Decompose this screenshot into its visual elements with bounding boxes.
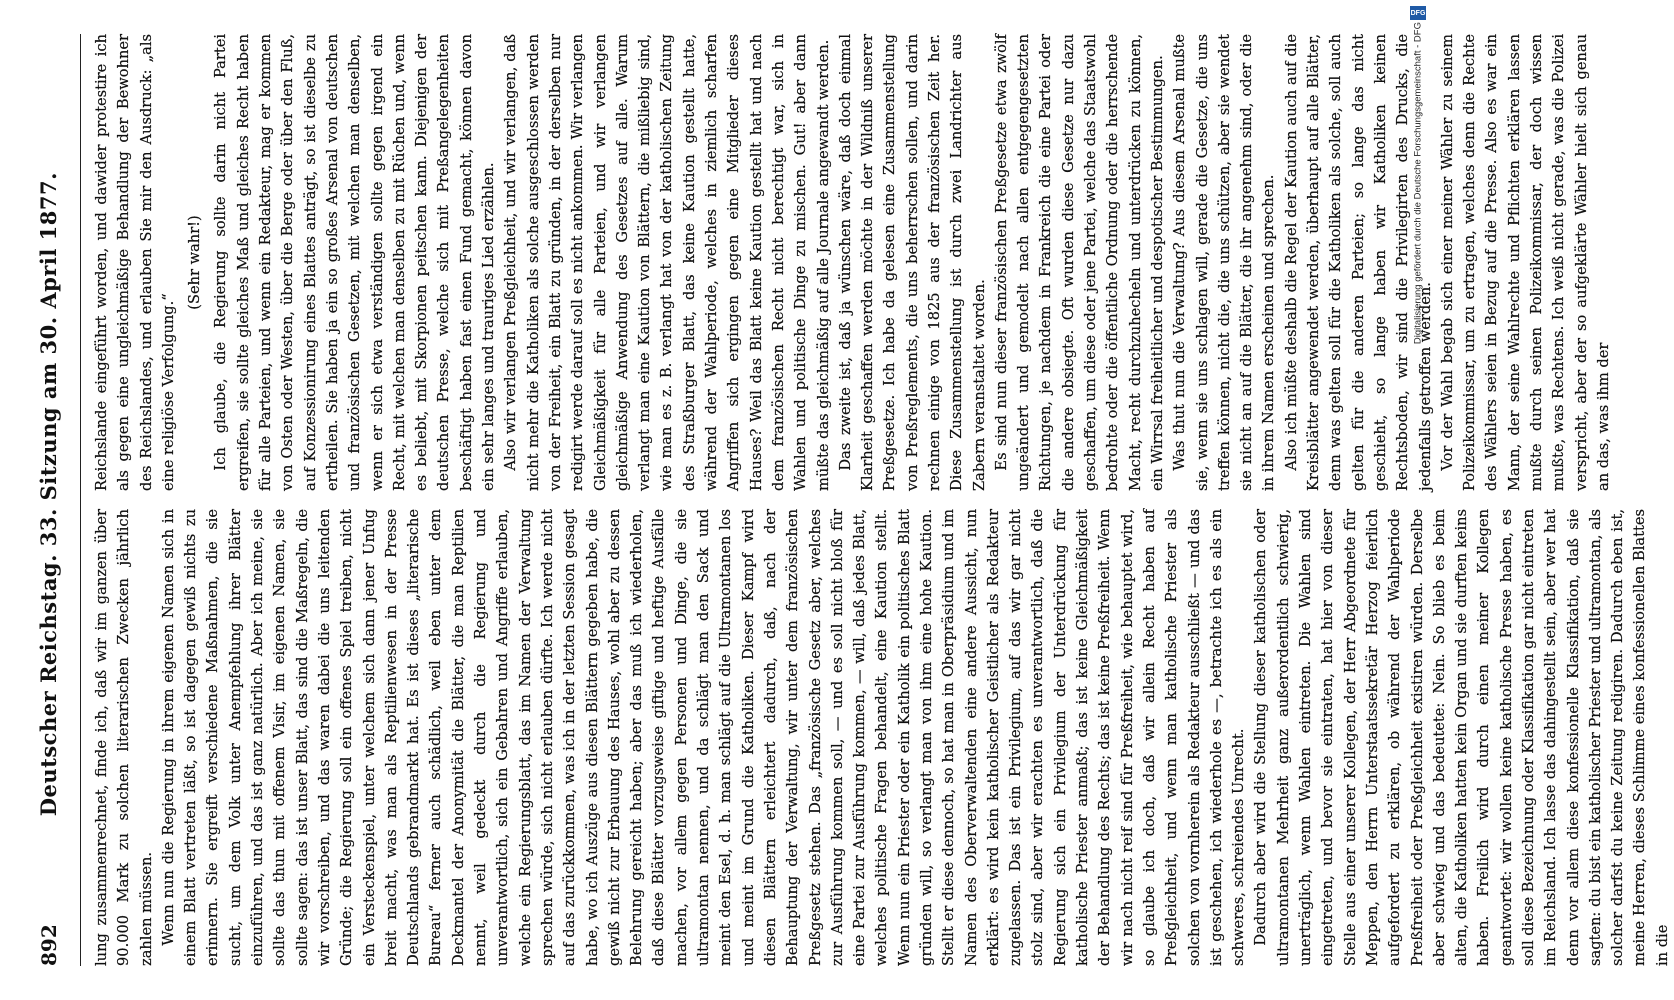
digitization-credit bbox=[1404, 0, 1432, 1000]
paragraph: Vor der Wahl begab sich einer meiner Wähler zu seinem Polizeikommissar, um zu ertragen, welches denn die Rechte des Wählers seien in Bezug auf die Presse. Also es war ein Mann, der seine Wahlrechte und Pflichten erklären lassen mußte durch seinen Polizeikommissar, der doch wissen mußte, was Rechtens. Ich weiß nicht gerade, was die Polizei verspricht, aber der so aufgeklärte Wähler hielt sich genau an das, was ihm der bbox=[1438, 34, 1612, 491]
paragraph: Das zweite ist, daß ja wünschen wäre, daß doch einmal Klarheit geschaffen werden möchte in der Wildniß unserer Preßgesetze. Ich habe da gelesen eine Zusammenstellung von Preßreglements, die uns beherrschen sollen, und darin rechnen einige von 1825 aus der französischen Zeit her. Diese Zusammenstellung ist durch zwei Landrichter aus Zabern veranstaltet worden. bbox=[836, 34, 988, 491]
page-header bbox=[36, 34, 81, 966]
dfg-logo: DFG bbox=[1410, 6, 1426, 20]
running-title: Deutscher Reichstag. 33. Sitzung am 30. April 1877. bbox=[36, 172, 61, 817]
column-left bbox=[91, 509, 1671, 966]
document-page bbox=[14, 0, 1671, 1000]
paragraph: Also ich müßte deshalb die Regel der Kaution auch auf die Kreisblätter angewendet werden, überhaupt auf alle Blätter, denn was gelten soll für die Katholiken als solche, soll auch gelten für die anderen Parteien; so lange das nicht geschieht, so lange haben wir Katholiken keinen Rechtsboden, wir sind die Privilegirten des Drucks, die jedenfalls getroffen werden. bbox=[1282, 34, 1434, 491]
paragraph: Was thut nun die Verwaltung? Aus diesem Arsenal mußte sie, wenn sie uns schlagen will, gerade die Gesetze, die uns treffen können, nicht die, die uns schützen, aber sie wendet sie nicht an auf die Blätter, die ihr angenehm sind, oder die in ihrem Namen erscheinen und sprechen. bbox=[1171, 34, 1278, 491]
credit-text: Digitalisierung gefördert durch die Deutsche Forschungsgemeinschaft - DFG bbox=[1412, 22, 1424, 345]
paragraph: Ich glaube, die Regierung sollte darin nicht Partei ergreifen, sie sollte gleiches Maß und gleiches Recht haben für alle Parteien, und wenn ein Redakteur, mag er kommen von Osten oder Westen, über die Berge oder über den Fluß, auf Konzessionirung eines Blattes anträgt, so ist dieselbe zu ertheilen. Sie haben ja ein so großes Arsenal von deutschen und französischen Gesetzen, mit welchen man denselben, wenn er sich etwa verständigen sollte gegen irgend ein Recht, mit welchen man denselben zu mit Rüchen und, wenn es beliebt, mit Skorpionen peitschen kann. Diejenigen der deutschen Presse, welche sich mit Preßangelegenheiten beschäftigt haben fast einen Fund gemacht, können davon ein sehr langes und trauriges Lied erzählen. bbox=[212, 34, 498, 491]
paragraph: Reichslande eingeführt worden, und dawider protestire ich als gegen eine ungleichmäßige Behandlung der Bewohner des Reichslandes, und erlauben Sie mir den Ausdruck: „als eine religiöse Verfolgung.“ bbox=[93, 34, 177, 491]
paragraph: Also wir verlangen Preßgleichheit, und wir verlangen, daß nicht mehr die Katholiken als solche ausgeschlossen werden von der Freiheit, ein Blatt zu gründen, in der derselben nur redigirt werde darauf soll es nicht ankommen. Wir verlangen Gleichmäßigkeit für alle Parteien, und wir verlangen gleichmäßige Anwendung des Gesetzes auf alle. Warum verlangt man eine Kaution von Blättern, die mißliebig sind, wie man es z. B. verlangt hat von der katholischen Zeitung des Straßburger Blatt, das keine Kaution gestellt hatte, während der Wahlperiode, welches in ziemlich scharfen Angriffen sich ergingen gegen eine Mitglieder dieses Hauses? Weil das Blatt keine Kaution gestellt hat und nach dem französischen Recht nicht berechtigt war, sich in Wahlen und politische Dinge zu mischen. Gut! aber dann müßte das gleichmäßig auf alle Journale angewandt werden. bbox=[502, 34, 832, 491]
paragraph: Es sind nun dieser französischen Preßgesetze etwa zwölf ungeändert und gemodelt nach allen entgegengesetzten Richtungen, je nachdem in Frankreich die eine Partei oder die andere obsiegte. Oft wurden diese Gesetze nur dazu geschaffen, um diese oder jene Partei, welche das Staatswohl bedrohte oder die öffentliche Ordnung oder die herrschende Macht, recht durchzuhecheln und unterdrücken zu können, ein Wirrsal freiheitlicher und despotischer Bestimmungen. bbox=[992, 34, 1166, 491]
interjection: (Sehr wahr!) bbox=[186, 215, 204, 310]
page-number: 892 bbox=[37, 924, 61, 966]
paragraph: Dadurch aber wird die Stellung dieser katholischen oder ultramontanen Mehrheit ganz außerordentlich schwierig, unerträglich, wenn Wahlen eintreten. Die Wahlen sind eingetreten, und bevor sie eintraten, hat hier von dieser Stelle aus einer unserer Kollegen, der Herr Abgeordnete für Meppen, den Herrn Unterstaatssekretär Herzog feierlich aufgefordert zu erklären, ob während der Wahlperiode Preßfreiheit oder Preßgleichheit existiren würden. Derselbe aber schwieg und das bedeutete: Nein. So blieb es beim alten, die Katholiken hatten kein Organ und sie durften keins haben. Freilich wird durch einen meiner Kollegen geantwortet: wir wollen keine katholische Presse haben, es soll diese Bezeichnung oder Klassifikation gar nicht eintreten im Reichsland. Ich lasse das dahingestellt sein, aber wer hat denn vor allem diese konfessionelle Klassifikation, daß sie sagten: du bist ein katholischer Priester und ultramontan, als solcher darfst du keine Zeitung redigiren. Dadurch eben ist, meine Herren, dieses Schlimme eines konfessionellen Blattes in die bbox=[1252, 509, 1671, 966]
paragraph: Wenn nun die Regierung in ihrem eigenen Namen sich in einem Blatt vertreten läßt, so ist dagegen gewiß nichts zu erinnern. Sie ergreift verschiedene Maßnahmen, die sie sucht, um dem Volk unter Anempfehlung ihrer Blätter einzuführen, und das ist ganz natürlich. Aber ich meine, sie sollte das thun mit offenem Visir, im eigenen Namen, sie sollte sagen: das ist unser Blatt, das sind die Maßregeln, die wir vorschreiben, und das waren dabei die uns leitenden Gründe; die Regierung soll ein offenes Spiel treiben, nicht ein Versteckenspiel, unter welchem sich dann jener Unfug breit macht, was man als Reptilienwesen in der Presse Deutschlands gebrandmarkt hat. Es ist dieses „literarische Bureau“ ferner auch schädlich, weil eben unter dem Deckmantel der Anonymität die Blätter, die man Reptilien nennt, weil gedeckt durch die Regierung und unverantwortlich, sich ein Gebahren und Angriffe erlauben, welche ein Regierungsblatt, das im Namen der Verwaltung sprechen würde, sich nicht erlauben dürfte. Ich werde nicht auf das zurückkommen, was ich in der letzten Session gesagt habe, wo ich Auszüge aus diesen Blättern gegeben habe, die gewiß nicht zur Erbauung des Hauses, wohl aber zu dessen Belehrung gereicht haben; aber das muß ich wiederholen, daß diese Blätter vorzugsweise giftige und heftige Ausfälle machen, vor allem gegen Personen und Dinge, die sie ultramontan nennen, und da schlägt man den Sack und meint den Esel, d. h. man schlägt auf die Ultramontanen los und meint im Grund die Katholiken. Dieser Kampf wird diesen Blättern erleichtert dadurch, daß, nach der Behauptung der Verwaltung, wir unter dem französischen Preßgesetz stehen. Das „französische Gesetz aber, welches zur Ausführung kommen soll, — und es soll nicht bloß für eine Partei zur Ausführung kommen, — will, daß jedes Blatt, welches politische Fragen behandelt, eine Kaution stellt. Wenn nun ein Priester oder ein Katholik ein politisches Blatt gründen will, so verlangt man von ihm eine hohe Kaution. Stellt er diese dennoch, so hat man in Oberpräsidium und im Namen des Oberverwaltenden eine andere Aussicht, nun erklärt: es wird kein katholischer Geistlicher als Redakteur zugelassen. Das ist ein Privilegium, auf das wir gar nicht stolz sind, aber wir erachten es unverantwortlich, daß die Regierung sich ein Privilegium der Unterdrückung für katholische Priester anmaßt; das ist keine Gleichmäßigkeit der Behandlung des Rechts; das ist keine Preßfreiheit. Wenn wir nach nicht reif sind für Preßfreiheit, wie behauptet wird, so glaube ich doch, daß wir allein Recht haben auf Preßgleichheit, und wenn man katholische Priester als solchen von vornherein als Redakteur ausschließt — und das ist geschehen, ich wiederhole es —, betrachte ich es als ein schweres, schreiendes Unrecht. bbox=[159, 509, 1248, 966]
paragraph: lung zusammenrechnet, finde ich, daß wir im ganzen über 90.000 Mark zu solchen literarischen Zwecken jährlich zahlen müssen. bbox=[93, 509, 155, 966]
